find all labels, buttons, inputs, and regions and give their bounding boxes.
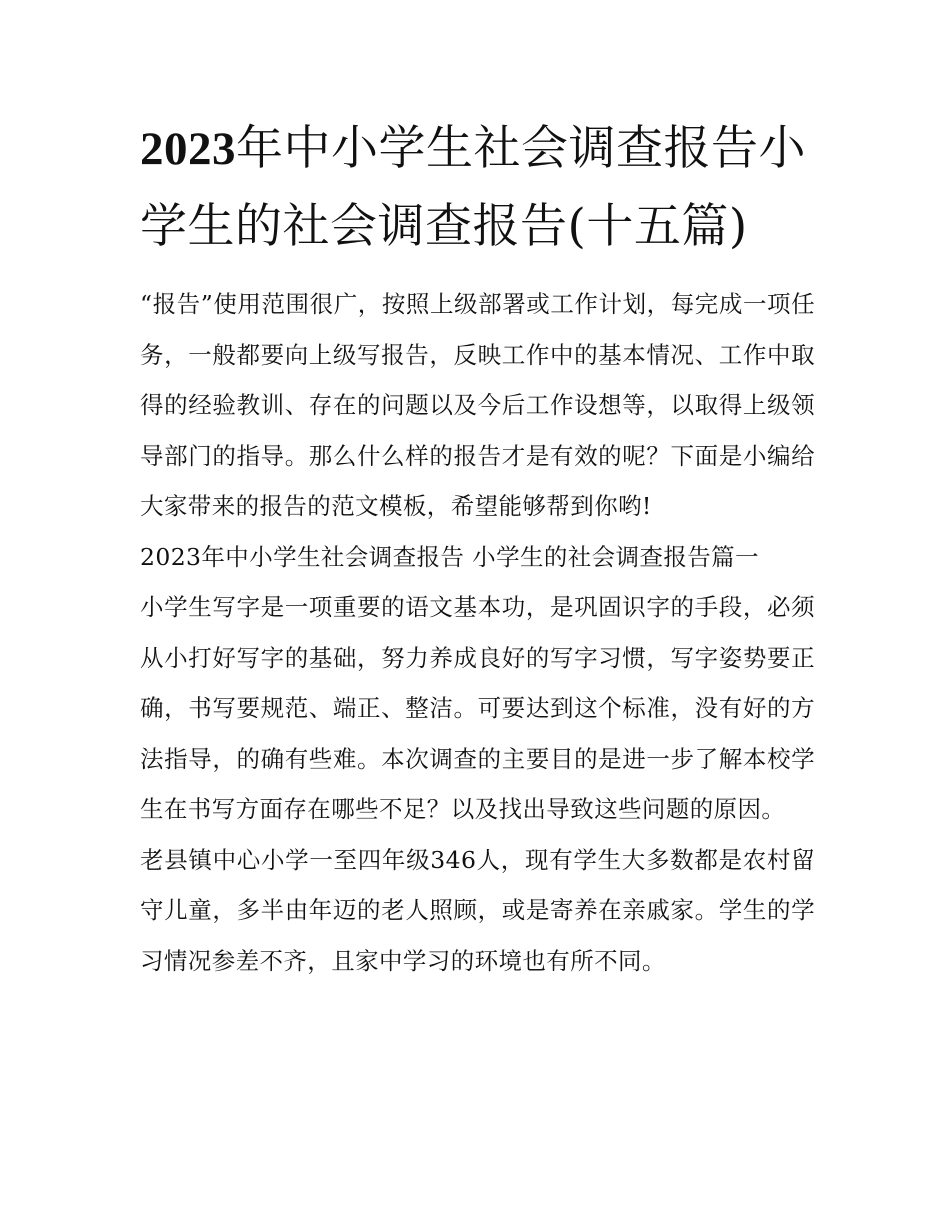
intro-paragraph: “报告”使用范围很广，按照上级部署或工作计划，每完成一项任务，一般都要向上级写报告，反映工作中的基本情况、工作中取得的经验教训、存在的问题以及今后工作设想等，以取得上级领导部门的指导。那么什么样的报告才是有效的呢？下面是小编给大家带来的报告的范文模板，希望能够帮到你哟! [140,290,815,520]
body-paragraph-2: 老县镇中心小学一至四年级346人，现有学生大多数都是农村留守儿童，多半由年迈的老人照顾，或是寄养在亲戚家。学生的学习情况参差不齐，且家中学习的环境也有所不同。 [140,845,815,975]
document-title [140,110,815,265]
title-text: 年中小学生社会调查报告小学生的社会调查报告(十五篇) [140,121,806,254]
document-page [140,110,815,986]
title-year: 2023 [140,123,236,175]
section-heading: 2023年中小学生社会调查报告 小学生的社会调查报告篇一 [140,542,759,571]
body-paragraph-1: 小学生写字是一项重要的语文基本功，是巩固识字的手段，必须从小打好写字的基础，努力养成良好的写字习惯，写字姿势要正确，书写要规范、端正、整洁。可要达到这个标准，没有好的方法指导，的确有些难。本次调查的主要目的是进一步了解本校学生在书写方面存在哪些不足？以及找出导致这些问题的原因。 [140,593,815,823]
